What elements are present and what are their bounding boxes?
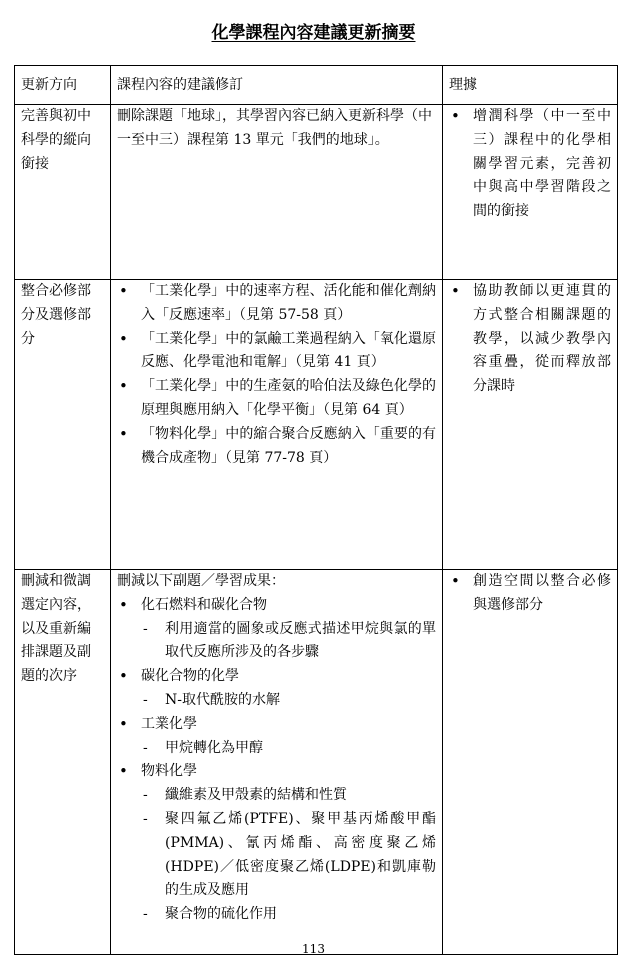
sub-item: - 甲烷轉化為甲醇 [141, 737, 436, 761]
row-direction: 刪減和微調選定內容，以及重新編排課題及副題的次序 [15, 570, 111, 955]
sub-item: - 聚合物的硫化作用 [141, 903, 436, 927]
summary-table [14, 65, 618, 955]
list-item [117, 713, 436, 761]
row-rationale [443, 570, 618, 955]
group-label: 化石燃料和碳化合物 [141, 596, 267, 613]
header-rationale: 理據 [443, 66, 618, 105]
sub-item: - 聚四氟乙烯(PTFE)、聚甲基丙烯酸甲酯(PMMA)、氰丙烯酯、高密度聚乙烯(HDPE)／低密度聚乙烯(LDPE)和凱庫勒的生成及應用 [141, 808, 436, 903]
list-item: • 「物料化學」中的縮合聚合反應納入「重要的有機合成產物」（見第 77-78 頁） [117, 423, 436, 471]
revision-intro: 刪減以下副題／學習成果： [117, 573, 285, 589]
row-rationale [443, 105, 618, 280]
list-item: • 創造空間以整合必修與選修部分 [449, 570, 611, 618]
list-item: • 「工業化學」中的氯鹼工業過程納入「氧化還原反應、化學電池和電解」（見第 41 頁） [117, 328, 436, 376]
list-item: • 「工業化學」中的生產氨的哈伯法及綠色化學的原理與應用納入「化學平衡」（見第 64 頁） [117, 375, 436, 423]
header-revision: 課程內容的建議修訂 [111, 66, 443, 105]
sub-item: - N-取代酰胺的水解 [141, 689, 436, 713]
list-item [117, 760, 436, 927]
group-label: 碳化合物的化學 [141, 668, 239, 685]
row-direction: 完善與初中科學的縱向銜接 [15, 105, 111, 280]
table-row [15, 570, 618, 955]
row-revision [111, 570, 443, 955]
row-rationale [443, 280, 618, 570]
table-header-row [15, 66, 618, 105]
table-row [15, 280, 618, 570]
list-item: • 「工業化學」中的速率方程、活化能和催化劑納入「反應速率」（見第 57-58 頁） [117, 280, 436, 328]
page-title: 化學課程內容建議更新摘要 [211, 23, 416, 43]
table-row [15, 105, 618, 280]
list-item [117, 594, 436, 665]
sub-item: - 纖維素及甲殼素的結構和性質 [141, 784, 436, 808]
row-revision [111, 280, 443, 570]
sub-item: - 利用適當的圖象或反應式描述甲烷與氯的單取代反應所涉及的各步驟 [141, 618, 436, 666]
row-revision: 刪除課題「地球」，其學習內容已納入更新科學（中一至中三）課程第 13 單元「我們的地球」。 [111, 105, 443, 280]
list-item: • 增潤科學（中一至中三）課程中的化學相關學習元素，完善初中與高中學習階段之間的銜接 [449, 105, 611, 224]
list-item [117, 665, 436, 713]
page-number: 113 [302, 942, 325, 956]
row-direction: 整合必修部分及選修部分 [15, 280, 111, 570]
group-label: 工業化學 [141, 715, 197, 732]
list-item: • 協助教師以更連貫的方式整合相關課題的教學，以減少教學內容重疊，從而釋放部分課時 [449, 280, 611, 399]
header-direction: 更新方向 [15, 66, 111, 105]
group-label: 物料化學 [141, 763, 197, 780]
